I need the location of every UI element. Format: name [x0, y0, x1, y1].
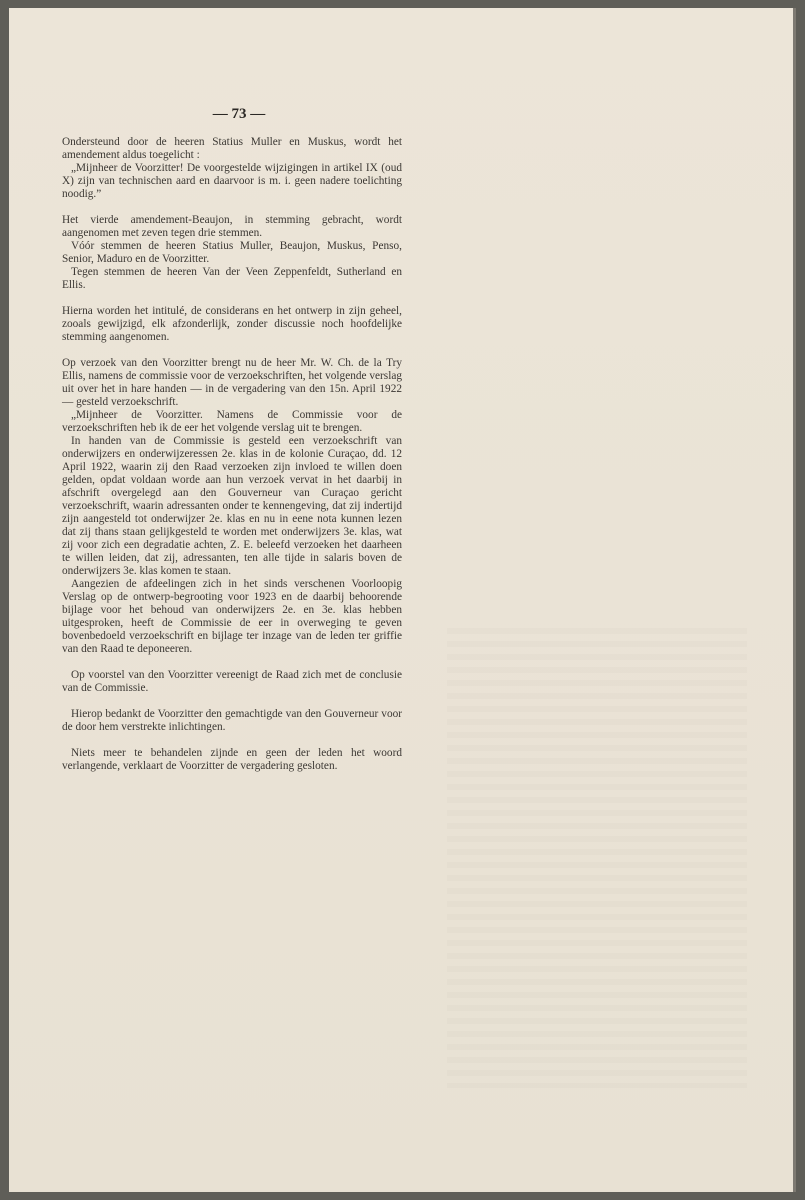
paragraph-gap: [62, 344, 402, 357]
page-number: — 73 —: [212, 106, 266, 122]
paragraph: Het vierde amendement-Beaujon, in stemming gebracht, wordt aangenomen met zeven tegen drie stemmen.: [62, 214, 402, 239]
paragraph: Tegen stemmen de heeren Van der Veen Zeppenfeldt, Sutherland en Ellis.: [62, 266, 402, 291]
paragraph: Op verzoek van den Voorzitter brengt nu de heer Mr. W. Ch. de la Try Ellis, namens de commissie voor de verzoekschriften, het volgende verslag uit over het in hare handen — in de vergadering van den 15n. April 1922 — gesteld verzoekschrift.: [62, 357, 402, 408]
paragraph: In handen van de Commissie is gesteld een verzoekschrift van onderwijzers en onderwijzeressen 2e. klas in de kolonie Curaçao, dd. 12 April 1922, waarin zij den Raad verzoeken zijn invloed te willen doen gelden, opdat voldaan worde aan hun verzoek vervat in het daarbij in afschrift overgelegd aan den Gouverneur van Curaçao gericht verzoekschrift, waarin adressanten onder te kennengeving, dat zij indertijd zijn aangesteld tot onderwijzer 2e. klas en nu in eene nota kunnen lezen dat zij thans staan gelijkgesteld te worden met onderwijzers 3e. klas, wat zij voor zich een degradatie achten, Z. E. beleefd verzoeken het daarheen te willen leiden, dat zij, adressanten, ten alle tijde in salaris boven de onderwijzers 3e. klas komen te staan.: [62, 435, 402, 577]
paragraph-gap: [62, 656, 402, 669]
paragraph: Aangezien de afdeelingen zich in het sinds verschenen Voorloopig Verslag op de ontwerp-begrooting voor 1923 en de daarbij behoorende bijlage voor het behoud van onderwijzers 2e. en 3e. klas hebben uitgesproken, heeft de Commissie de eer in overweging te geven bovenbedoeld verzoekschrift en bijlage ter inzage van de leden ter griffie van den Raad te deponeeren.: [62, 578, 402, 655]
bleed-through-texture: [447, 628, 747, 1088]
paragraph: Op voorstel van den Voorzitter vereenigt de Raad zich met de conclusie van de Commissie.: [62, 669, 402, 694]
page-body: [62, 136, 402, 773]
paragraph-gap: [62, 695, 402, 708]
paragraph: Niets meer te behandelen zijnde en geen der leden het woord verlangende, verklaart de Voorzitter de vergadering gesloten.: [62, 747, 402, 772]
paragraph: „Mijnheer de Voorzitter. Namens de Commissie voor de verzoekschriften heb ik de eer het volgende verslag uit te brengen.: [62, 409, 402, 434]
paragraph-gap: [62, 292, 402, 305]
paragraph: „Mijnheer de Voorzitter! De voorgestelde wijzigingen in artikel IX (oud X) zijn van technischen aard en daarvoor is m. i. geen nadere toelichting noodig.”: [62, 162, 402, 200]
paragraph-gap: [62, 734, 402, 747]
paragraph: Hierop bedankt de Voorzitter den gemachtigde van den Gouverneur voor de door hem verstrekte inlichtingen.: [62, 708, 402, 733]
paragraph-gap: [62, 201, 402, 214]
paragraph: Hierna worden het intitulé, de considerans en het ontwerp in zijn geheel, zooals gewijzigd, elk afzonderlijk, zonder discussie noch hoofdelijke stemming aangenomen.: [62, 305, 402, 343]
paragraph: Vóór stemmen de heeren Statius Muller, Beaujon, Muskus, Penso, Senior, Maduro en de Voorzitter.: [62, 240, 402, 265]
document-page: [9, 8, 796, 1192]
paragraph: Ondersteund door de heeren Statius Muller en Muskus, wordt het amendement aldus toegelicht :: [62, 136, 402, 161]
